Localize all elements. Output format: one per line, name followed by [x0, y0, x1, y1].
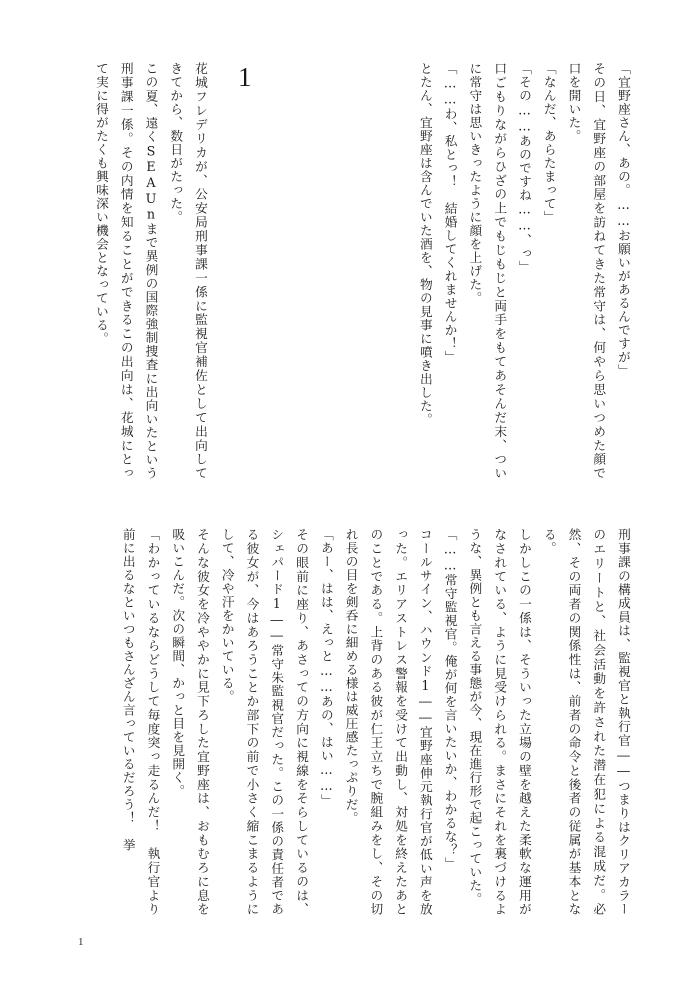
paragraph: 刑事課の構成員は、監視官と執行官――つまりはクリアカラーのエリートと、社会活動を許された潜在犯による混成だ。必然、その両者の関係性は、前者の命令と後者の従属が基本となる。: [541, 528, 631, 916]
paragraph: コールサイン、ハウンド1――宜野座伸元執行官が低い声を放った。エリアストレス警報を受けて出動し、対処を終えたあとのことである。上背のある彼が仁王立ちで腕組みをし、その切れ長の目を剣呑に細める様は威圧感たっぷりだ。: [343, 528, 433, 916]
page-number: 1: [78, 936, 84, 948]
paragraph: 「わかっているならどうして毎度突っ走るんだ！ 執行官より前に出るなといつもさんざん言っているだろう！ 挙: [120, 528, 161, 916]
paragraph: 「……わ、私とっ！ 結婚してくれませんか！」: [442, 62, 458, 364]
paragraph: 「宜野座さん、あの。……お願いがあるんですが」: [616, 62, 631, 378]
body-text: [40, 528, 635, 916]
paragraph: その日、宜野座の部屋を訪ねてきた常守は、何やら思いつめた顔で口を開いた。: [566, 62, 607, 480]
paragraph: 「なんだ、あらたまって」: [541, 62, 557, 224]
paragraph: 「……常守監視官。俺が何を言いたいか、わかるな？」: [442, 528, 458, 871]
paragraph: とたん、宜野座は含んでいた酒を、物の見事に噴き出した。: [417, 62, 433, 427]
paragraph: 「その……あのですね……、っ」: [516, 62, 532, 274]
paragraph: この夏、遠くSEAUnまで異例の国際強制捜査に出向いたという刑事課一係。その内情を知ることができるこの出向は、花城にとって実に得がたくも興味深い機会となっている。: [93, 62, 159, 480]
paragraph: 口ごもりながらひざの上でもじもじと両手をもてあそんだ末、ついに常守は思いきったように顔を上げた。: [467, 62, 508, 480]
intro-text: [42, 62, 212, 480]
paragraph: 花城フレデリカが、公安局刑事課一係に監視官補佐として出向してきてから、数日がたった。: [168, 62, 208, 480]
chapter-heading: 1: [238, 62, 252, 92]
paragraph: その眼前に座り、あさっての方向に視線をそらしているのは、シェパード1――常守朱監視官だった。この一係の責任者である彼女が、今はあろうことか部下の前で小さく縮こまるようにして、冷や汗をかいている。: [219, 528, 310, 916]
paragraph: しかしこの一係は、そういった立場の壁を越えた柔軟な運用がなされている、ように見受けられる。まさにそれを裏づけるような、異例とも言える事態が今、現在進行形で起こっていた。: [467, 528, 532, 916]
paragraph: そんな彼女を冷ややかに見下ろした宜野座は、おもむろに息を吸いこんだ。次の瞬間、かっと目を見開く。: [170, 528, 210, 916]
scene-text-top: [403, 62, 635, 480]
paragraph: 「あー、はは、えっと……あの、はい……」: [318, 528, 334, 808]
